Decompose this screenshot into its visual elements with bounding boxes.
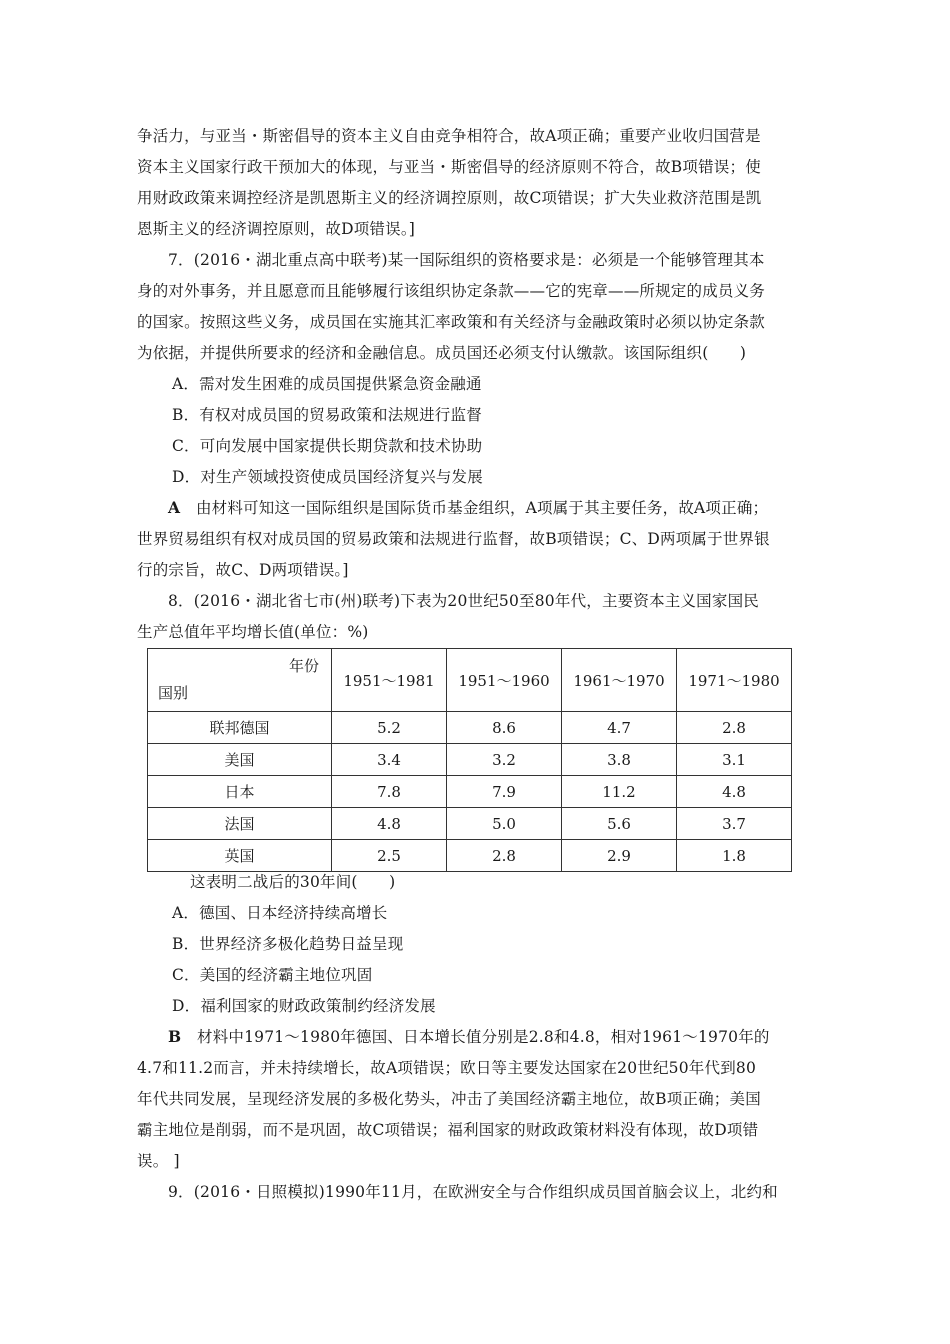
text-line: 行的宗旨，故C、D两项错误。] bbox=[137, 561, 349, 579]
option-b: B．世界经济多极化趋势日益呈现 bbox=[172, 935, 404, 953]
value-cell: 2.8 bbox=[447, 840, 562, 872]
value-cell: 7.8 bbox=[332, 776, 447, 808]
value-cell: 3.1 bbox=[677, 744, 792, 776]
question-9-stem: 9．(2016・日照模拟)1990年11月，在欧洲安全与合作组织成员国首脑会议上，北约和 bbox=[168, 1183, 778, 1201]
corner-label-country: 国别 bbox=[158, 684, 189, 702]
explanation-text: 材料中1971～1980年德国、日本增长值分别是2.8和4.8，相对1961～1970年的 bbox=[197, 1028, 770, 1046]
table-row bbox=[148, 808, 792, 840]
table-row bbox=[148, 840, 792, 872]
table-row bbox=[148, 776, 792, 808]
value-cell: 5.2 bbox=[332, 712, 447, 744]
text-line: 误。 ] bbox=[137, 1152, 180, 1170]
country-cell: 美国 bbox=[148, 744, 332, 776]
value-cell: 5.6 bbox=[562, 808, 677, 840]
option-d: D．福利国家的财政政策制约经济发展 bbox=[172, 997, 436, 1015]
text-line: 争活力，与亚当・斯密倡导的资本主义自由竞争相符合，故A项正确；重要产业收归国营是 bbox=[137, 127, 761, 145]
value-cell: 8.6 bbox=[447, 712, 562, 744]
explanation-text: 由材料可知这一国际组织是国际货币基金组织，A项属于其主要任务，故A项正确； bbox=[195, 499, 769, 517]
column-header: 1951～1960 bbox=[447, 649, 562, 712]
text-line: 身的对外事务，并且愿意而且能够履行该组织协定条款——它的宪章——所规定的成员义务 bbox=[137, 282, 766, 300]
text-line: 生产总值年平均增长值(单位：%) bbox=[137, 623, 369, 641]
country-cell: 法国 bbox=[148, 808, 332, 840]
text-line: 的国家。按照这些义务，成员国在实施其汇率政策和有关经济与金融政策时必须以协定条款 bbox=[137, 313, 766, 331]
text-line: 世界贸易组织有权对成员国的贸易政策和法规进行监督，故B项错误；C、D两项属于世界银 bbox=[137, 530, 770, 548]
option-a: A．德国、日本经济持续高增长 bbox=[172, 904, 388, 922]
value-cell: 4.8 bbox=[677, 776, 792, 808]
country-cell: 日本 bbox=[148, 776, 332, 808]
option-c: C．美国的经济霸主地位巩固 bbox=[172, 966, 373, 984]
table-row bbox=[148, 712, 792, 744]
value-cell: 3.7 bbox=[677, 808, 792, 840]
value-cell: 3.8 bbox=[562, 744, 677, 776]
option-b: B．有权对成员国的贸易政策和法规进行监督 bbox=[172, 406, 482, 424]
value-cell: 3.2 bbox=[447, 744, 562, 776]
text-line: 霸主地位是削弱，而不是巩固，故C项错误；福利国家的财政政策材料没有体现，故D项错 bbox=[137, 1121, 759, 1139]
value-cell: 3.4 bbox=[332, 744, 447, 776]
country-cell: 英国 bbox=[148, 840, 332, 872]
corner-label-year: 年份 bbox=[288, 657, 319, 675]
option-c: C．可向发展中国家提供长期贷款和技术协助 bbox=[172, 437, 483, 455]
text-line: 资本主义国家行政干预加大的体现，与亚当・斯密倡导的经济原则不符合，故B项错误；使 bbox=[137, 158, 761, 176]
text-line: 恩斯主义的经济调控原则，故D项错误。] bbox=[137, 220, 416, 238]
value-cell: 7.9 bbox=[447, 776, 562, 808]
answer-letter: A bbox=[168, 498, 181, 517]
column-header: 1961～1970 bbox=[562, 649, 677, 712]
option-a: A．需对发生困难的成员国提供紧急资金融通 bbox=[172, 375, 482, 393]
table-corner-cell bbox=[148, 649, 332, 712]
table-row bbox=[148, 744, 792, 776]
answer-7 bbox=[168, 498, 848, 518]
answer-letter: B bbox=[168, 1027, 182, 1046]
value-cell: 2.9 bbox=[562, 840, 677, 872]
gnp-growth-table bbox=[147, 648, 792, 872]
table-header-row bbox=[148, 649, 792, 712]
value-cell: 4.7 bbox=[562, 712, 677, 744]
answer-8 bbox=[168, 1027, 848, 1047]
option-d: D．对生产领域投资使成员国经济复兴与发展 bbox=[172, 468, 483, 486]
value-cell: 2.8 bbox=[677, 712, 792, 744]
column-header: 1951～1981 bbox=[332, 649, 447, 712]
question-8-prompt: 这表明二战后的30年间( ) bbox=[190, 873, 396, 891]
value-cell: 1.8 bbox=[677, 840, 792, 872]
value-cell: 4.8 bbox=[332, 808, 447, 840]
column-header: 1971～1980 bbox=[677, 649, 792, 712]
question-7-stem: 7．(2016・湖北重点高中联考)某一国际组织的资格要求是：必须是一个能够管理其本 bbox=[168, 251, 765, 269]
country-cell: 联邦德国 bbox=[148, 712, 332, 744]
text-line: 4.7和11.2而言，并未持续增长，故A项错误；欧日等主要发达国家在20世纪50年代到80 bbox=[137, 1059, 757, 1077]
value-cell: 2.5 bbox=[332, 840, 447, 872]
text-line: 为依据，并提供所要求的经济和金融信息。成员国还必须支付认缴款。该国际组织( ) bbox=[137, 344, 747, 362]
text-line: 年代共同发展，呈现经济发展的多极化势头，冲击了美国经济霸主地位，故B项正确；美国 bbox=[137, 1090, 761, 1108]
question-8-stem: 8．(2016・湖北省七市(州)联考)下表为20世纪50至80年代，主要资本主义国家国民 bbox=[168, 592, 759, 610]
text-line: 用财政政策来调控经济是凯恩斯主义的经济调控原则，故C项错误；扩大失业救济范围是凯 bbox=[137, 189, 762, 207]
value-cell: 5.0 bbox=[447, 808, 562, 840]
value-cell: 11.2 bbox=[562, 776, 677, 808]
